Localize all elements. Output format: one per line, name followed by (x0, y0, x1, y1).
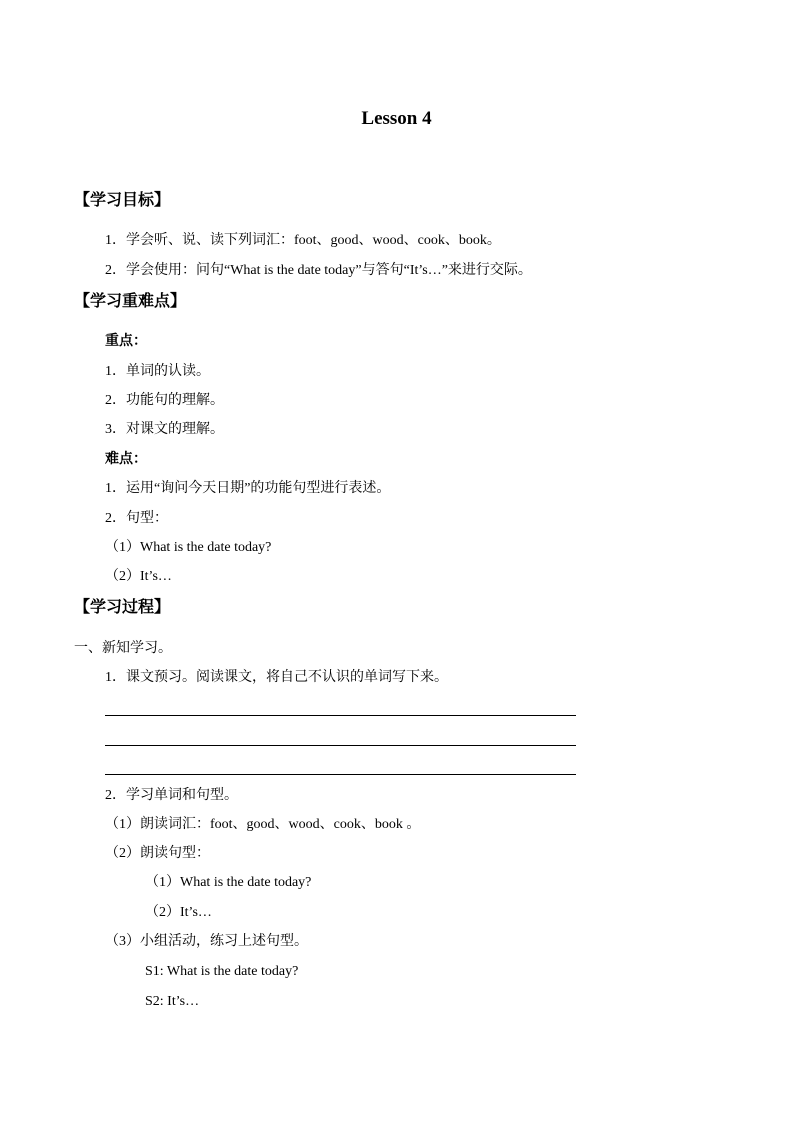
objective-item-1: 1．学会听、说、读下列词汇：foot、good、wood、cook、book。 (105, 233, 501, 248)
step-2-text: 2．学习单词和句型。 (105, 788, 238, 803)
answer-line-3 (105, 774, 576, 775)
step-1-text: 1．课文预习。阅读课文，将自己不认识的单词写下来。 (105, 670, 448, 685)
sub-item-2: （2）朗读句型： (105, 846, 210, 861)
focus-item-2: 2．功能句的理解。 (105, 393, 224, 408)
sub-2-pattern-2: （2）It’s… (145, 905, 212, 920)
key-points-heading: 【学习重难点】 (74, 293, 187, 310)
pattern-item-1: （1）What is the date today? (105, 540, 272, 555)
sub-item-1: （1）朗读词汇：foot、good、wood、cook、book 。 (105, 817, 421, 832)
section-one-title: 一、新知学习。 (74, 641, 172, 656)
focus-item-1: 1．单词的认读。 (105, 364, 210, 379)
sub-2-pattern-1: （1）What is the date today? (145, 875, 312, 890)
dialogue-line-1: S1: What is the date today? (145, 964, 299, 979)
answer-line-2 (105, 745, 576, 746)
objectives-heading: 【学习目标】 (74, 192, 171, 209)
difficulty-label: 难点： (105, 452, 147, 467)
pattern-item-2: （2）It’s… (105, 569, 172, 584)
objective-item-2: 2．学会使用：问句“What is the date today”与答句“It’s…”来进行交际。 (105, 263, 532, 278)
difficulty-item-1: 1．运用“询问今天日期”的功能句型进行表述。 (105, 481, 391, 496)
sub-item-3: （3）小组活动，练习上述句型。 (105, 934, 308, 949)
dialogue-line-2: S2: It’s… (145, 994, 200, 1009)
process-heading: 【学习过程】 (74, 599, 171, 616)
focus-label: 重点： (105, 334, 147, 349)
focus-item-3: 3．对课文的理解。 (105, 422, 224, 437)
answer-line-1 (105, 715, 576, 716)
difficulty-item-2: 2．句型： (105, 511, 168, 526)
page-title: Lesson 4 (361, 108, 432, 129)
